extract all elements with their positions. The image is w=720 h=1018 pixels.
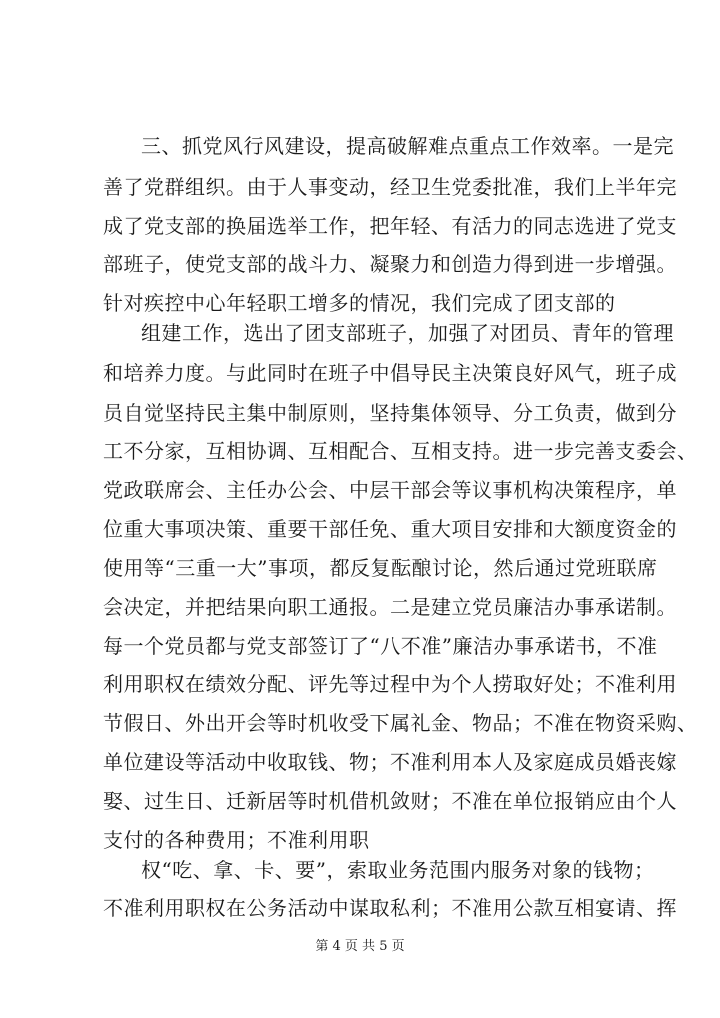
- page-number-footer: 第 4 页 共 5 页: [315, 939, 405, 954]
- body-text-line: 组建工作，选出了团支部班子，加强了对团员、青年的管理: [141, 321, 674, 345]
- body-text-line: 利用职权在绩效分配、评先等过程中为个人捞取好处；不准利用: [103, 672, 677, 696]
- body-text-line: 员自觉坚持民主集中制原则，坚持集体领导、分工负责，做到分: [103, 401, 677, 425]
- body-text-line: 单位建设等活动中收取钱、物；不准利用本人及家庭成员婚丧嫁: [103, 750, 677, 774]
- body-text-line: 会决定，并把结果向职工通报。二是建立党员廉洁办事承诺制。: [103, 595, 677, 619]
- body-text-line: 节假日、外出开会等时机收受下属礼金、物品；不准在物资采购、: [103, 711, 698, 735]
- body-text-line: 支付的各种费用；不准利用职: [103, 828, 370, 852]
- body-text-line: 权“吃、拿、卡、要”，索取业务范围内服务对象的钱物；: [141, 858, 655, 882]
- body-text-line: 三、抓党风行风建设，提高破解难点重点工作效率。一是完: [141, 134, 674, 158]
- body-text-line: 成了党支部的换届选举工作，把年轻、有活力的同志选进了党支: [103, 214, 677, 238]
- body-text-line: 善了党群组织。由于人事变动，经卫生党委批准，我们上半年完: [103, 175, 677, 199]
- body-text-line: 娶、过生日、迁新居等时机借机敛财；不准在单位报销应由个人: [103, 789, 677, 813]
- body-text-line: 部班子，使党支部的战斗力、凝聚力和创造力得到进一步增强。: [103, 252, 677, 276]
- body-text-line: 党政联席会、主任办公会、中层干部会等议事机构决策程序，单: [103, 478, 677, 502]
- body-text-line: 每一个党员都与党支部签订了“八不准”廉洁办事承诺书，不准: [103, 634, 658, 658]
- body-text-line: 使用等“三重一大”事项，都反复酝酿讨论，然后通过党班联席: [103, 556, 658, 580]
- body-text-line: 针对疾控中心年轻职工增多的情况，我们完成了团支部的: [103, 291, 616, 315]
- body-text-line: 位重大事项决策、重要干部任免、重大项目安排和大额度资金的: [103, 517, 677, 541]
- body-text-line: 工不分家，互相协调、互相配合、互相支持。进一步完善支委会、: [103, 439, 698, 463]
- body-text-line: 和培养力度。与此同时在班子中倡导民主决策良好风气，班子成: [103, 361, 677, 385]
- body-text-line: 不准利用职权在公务活动中谋取私利；不准用公款互相宴请、挥: [103, 896, 677, 920]
